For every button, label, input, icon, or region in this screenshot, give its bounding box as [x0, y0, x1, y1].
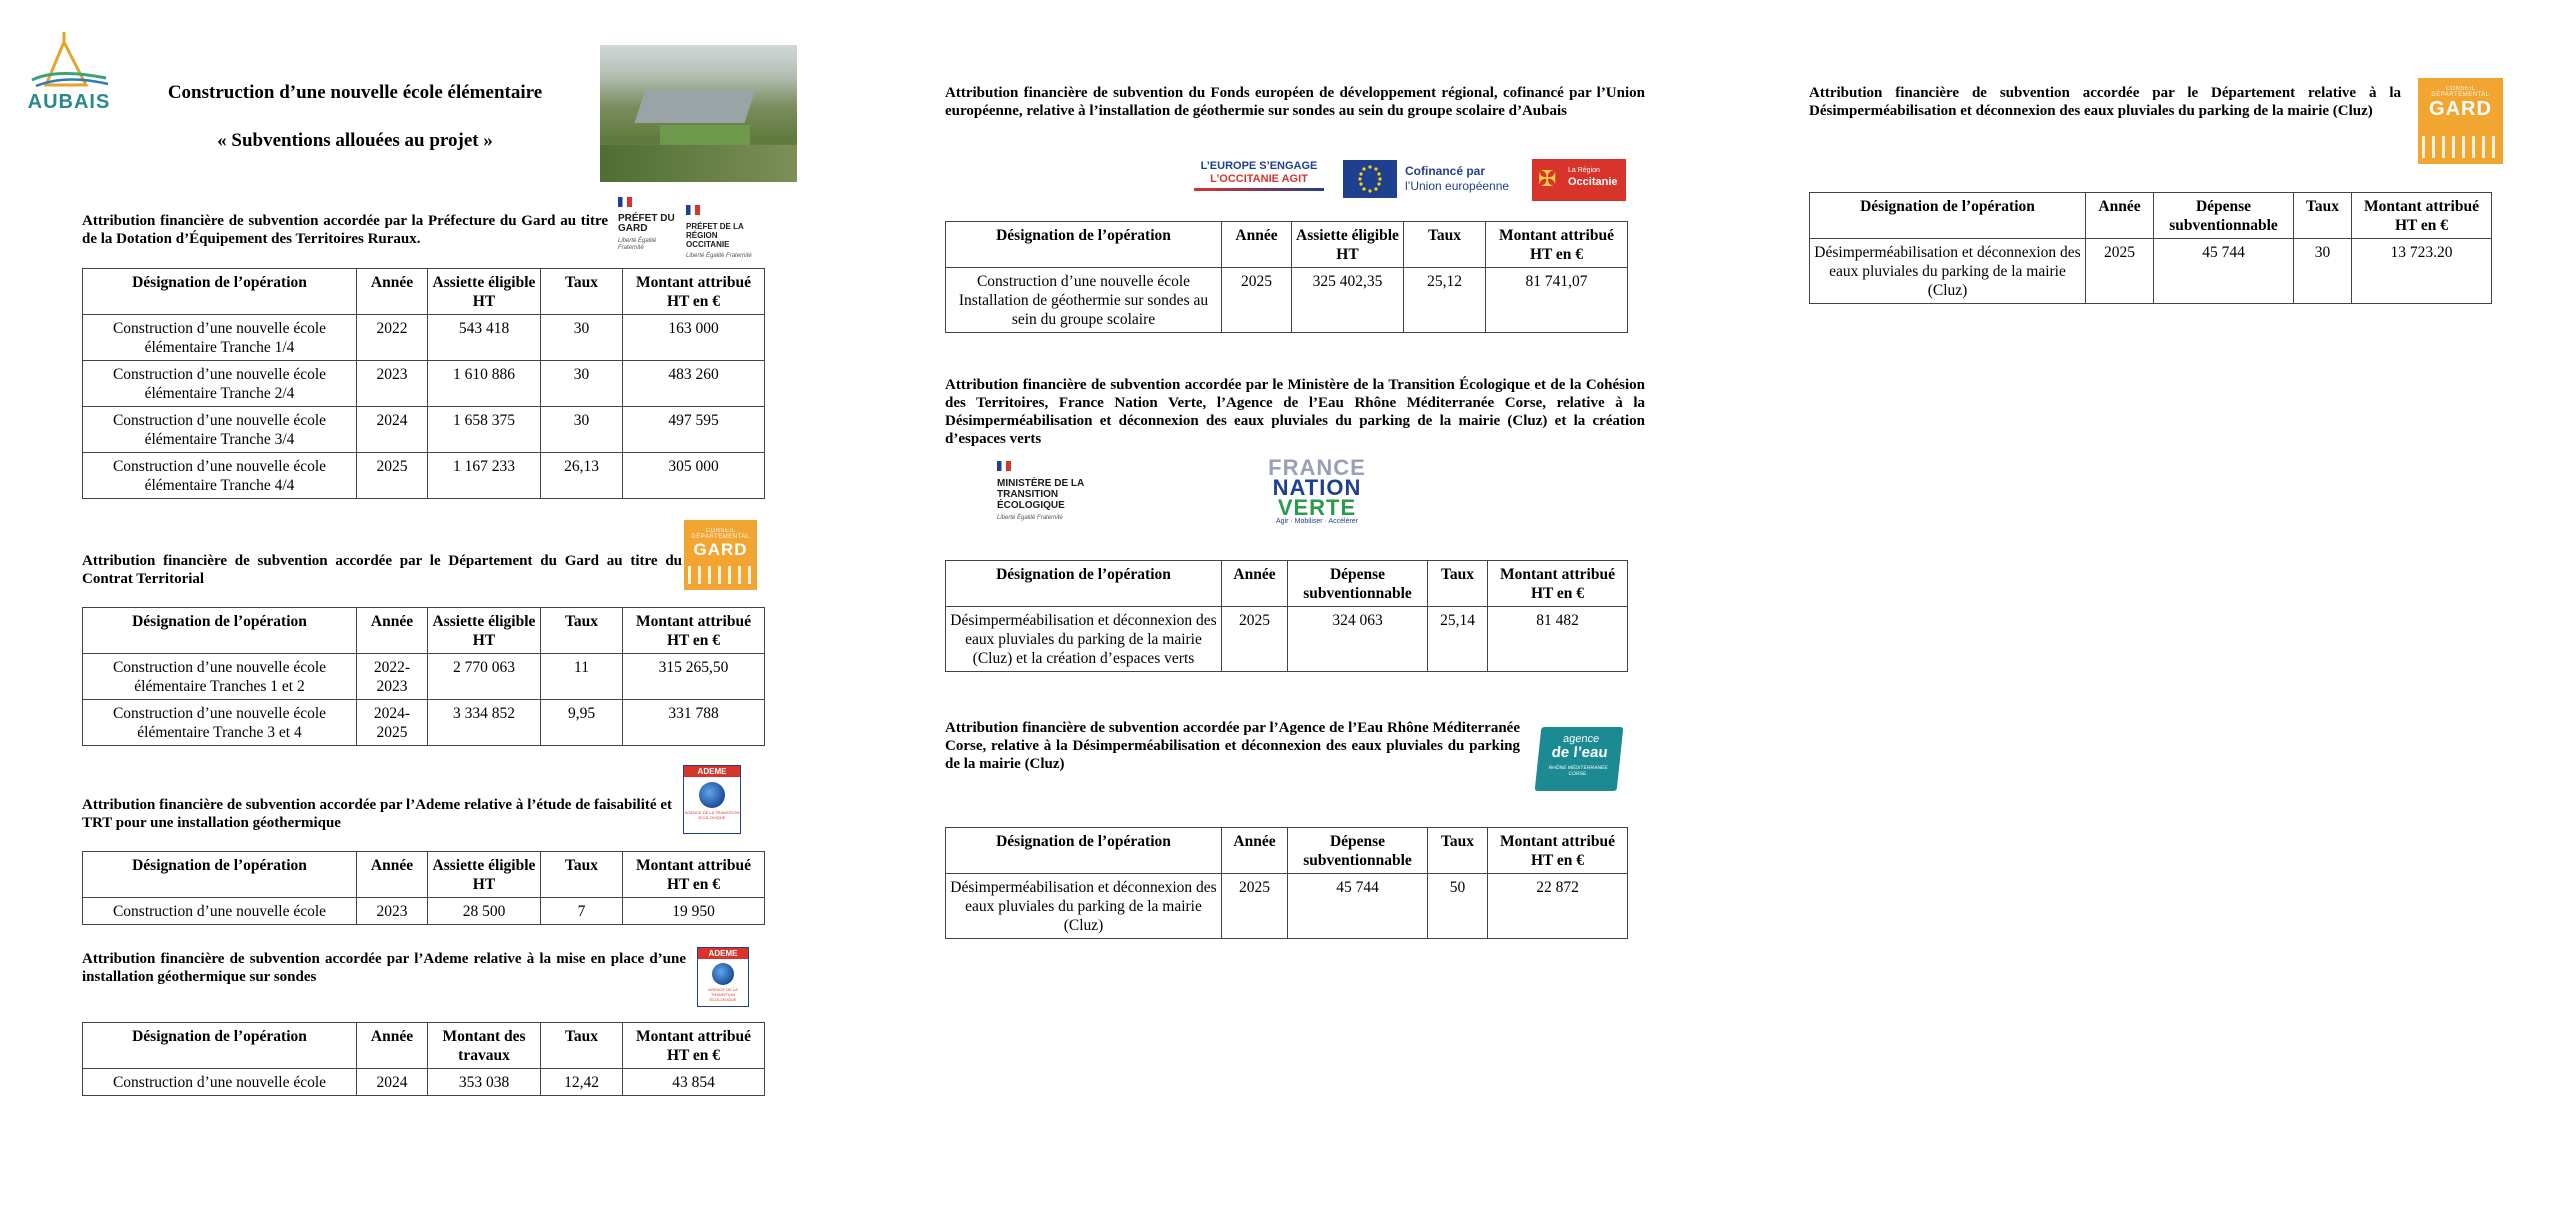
column-header-taux: Taux: [541, 852, 623, 898]
ademe-logo: ADEME AGENCE DE LA TRANSITION ÉCOLOGIQUE: [683, 765, 741, 834]
prefet-gard-logo: PRÉFET DU GARD Liberté Égalité Fraternité: [618, 194, 678, 252]
agence-eau-table: [945, 827, 1628, 939]
table-row: [83, 361, 765, 407]
column-header-taux: Taux: [2294, 193, 2352, 239]
column-header-taux: Taux: [541, 608, 623, 654]
globe-icon: [712, 963, 734, 985]
cell-annee: 2025: [1222, 607, 1288, 672]
column-header-designation: Désignation de l’opération: [946, 222, 1222, 268]
cell-montant: 22 872: [1488, 874, 1628, 939]
cell-taux: 25,14: [1428, 607, 1488, 672]
column-header-montant: Montant attribué HT en €: [623, 269, 765, 315]
column-header-travaux: Montant des travaux: [428, 1023, 541, 1069]
cell-taux: 9,95: [541, 700, 623, 746]
gard-desimp-description: Attribution financière de subvention accordée par le Département relative à la Désimperméabilisation et déconnexion des eaux pluviales du parking de la mairie (Cluz): [1809, 85, 2401, 119]
table-header-row: [83, 269, 765, 315]
table-header-row: [83, 608, 765, 654]
cell-base: 45 744: [1288, 874, 1428, 939]
column-header-annee: Année: [357, 608, 428, 654]
column-header-annee: Année: [1222, 561, 1288, 607]
column-header-depense: Dépense subventionnable: [2154, 193, 2294, 239]
cell-taux: 11: [541, 654, 623, 700]
column-header-montant: Montant attribué HT en €: [623, 1023, 765, 1069]
column-header-montant: Montant attribué HT en €: [1486, 222, 1628, 268]
eu-cofinance-logo: Cofinancé par l’Union européenne: [1343, 158, 1523, 200]
gard-contrat-description: Attribution financière de subvention accordée par le Département du Gard au titre du Contrat Territorial: [82, 553, 682, 587]
fnv-table: [945, 560, 1628, 672]
ademe-etude-table: [82, 851, 765, 925]
cell-montant: 497 595: [623, 407, 765, 453]
cell-montant: 315 265,50: [623, 654, 765, 700]
pont-du-gard-icon: [2422, 136, 2499, 158]
cell-annee: 2025: [2086, 239, 2154, 304]
column-header-annee: Année: [357, 1023, 428, 1069]
cell-designation: Construction d’une nouvelle école élémentaire Tranches 1 et 2: [83, 654, 357, 700]
cell-montant: 163 000: [623, 315, 765, 361]
table-header-row: [1810, 193, 2492, 239]
cell-taux: 26,13: [541, 453, 623, 499]
cell-base: 45 744: [2154, 239, 2294, 304]
column-header-taux: Taux: [1404, 222, 1486, 268]
page-subtitle: « Subventions allouées au projet »: [217, 130, 493, 151]
column-header-designation: Désignation de l’opération: [83, 269, 357, 315]
table-row: [83, 453, 765, 499]
table-row: [83, 700, 765, 746]
table-header-row: [946, 222, 1628, 268]
column-header-taux: Taux: [541, 1023, 623, 1069]
table-row: [83, 654, 765, 700]
cell-annee: 2022: [357, 315, 428, 361]
cell-designation: Désimperméabilisation et déconnexion des eaux pluviales du parking de la mairie (Cluz): [1810, 239, 2086, 304]
table-header-row: [83, 1023, 765, 1069]
column-header-depense: Dépense subventionnable: [1288, 828, 1428, 874]
column-header-annee: Année: [1222, 828, 1288, 874]
region-occitanie-logo: ✠ La Région Occitanie: [1532, 159, 1626, 201]
cell-base: 324 063: [1288, 607, 1428, 672]
cell-annee: 2025: [357, 453, 428, 499]
cell-annee: 2023: [357, 898, 428, 925]
column-header-assiette: Assiette éligible HT: [428, 608, 541, 654]
cell-annee: 2024: [357, 1069, 428, 1096]
column-header-designation: Désignation de l’opération: [83, 1023, 357, 1069]
prefet-occitanie-logo: PRÉFET DE LA RÉGION OCCITANIE Liberté Égalité Fraternité: [686, 202, 756, 260]
cell-base: 1 167 233: [428, 453, 541, 499]
ademe-logo: ADEME AGENCE DE LA TRANSITION ÉCOLOGIQUE: [697, 947, 749, 1007]
column-header-annee: Année: [1222, 222, 1292, 268]
column-header-montant: Montant attribué HT en €: [1488, 561, 1628, 607]
republique-flag-icon: [686, 205, 700, 215]
cell-montant: 13 723.20: [2352, 239, 2492, 304]
column-header-montant: Montant attribué HT en €: [1488, 828, 1628, 874]
cell-montant: 81 741,07: [1486, 268, 1628, 333]
column-header-montant: Montant attribué HT en €: [623, 608, 765, 654]
gard-departement-logo: CONSEIL DÉPARTEMENTAL GARD: [684, 520, 757, 590]
cell-montant: 483 260: [623, 361, 765, 407]
school-aerial-photo: [600, 45, 797, 182]
republique-flag-icon: [618, 197, 632, 207]
cell-taux: 30: [2294, 239, 2352, 304]
column-header-taux: Taux: [541, 269, 623, 315]
gard-departement-logo: CONSEIL DÉPARTEMENTAL GARD: [2418, 78, 2503, 164]
table-row: [83, 407, 765, 453]
cell-designation: Construction d’une nouvelle école Installation de géothermie sur sondes au sein du groupe scolaire: [946, 268, 1222, 333]
cell-montant: 81 482: [1488, 607, 1628, 672]
table-row: [83, 898, 765, 925]
aubais-logo: [26, 30, 112, 114]
column-header-designation: Désignation de l’opération: [1810, 193, 2086, 239]
column-header-annee: Année: [357, 269, 428, 315]
eu-flag-icon: [1343, 160, 1397, 198]
column-header-taux: Taux: [1428, 561, 1488, 607]
cell-base: 2 770 063: [428, 654, 541, 700]
table-row: [946, 268, 1628, 333]
column-header-designation: Désignation de l’opération: [946, 561, 1222, 607]
globe-icon: [699, 782, 725, 808]
cell-montant: 43 854: [623, 1069, 765, 1096]
cell-designation: Construction d’une nouvelle école élémentaire Tranche 1/4: [83, 315, 357, 361]
agence-eau-description: Attribution financière de subvention accordée par l’Agence de l’Eau Rhône Méditerranée Corse, relative à la Désimperméabilisation et déconnexion des eaux pluviales du parking de la mairie (Cluz): [945, 720, 1520, 772]
cell-montant: 331 788: [623, 700, 765, 746]
column-header-assiette: Assiette éligible HT: [428, 852, 541, 898]
detr-description: Attribution financière de subvention accordée par la Préfecture du Gard au titre de la Dotation d’Équipement des Territoires Ruraux.: [82, 213, 608, 247]
cell-designation: Construction d’une nouvelle école élémentaire Tranche 2/4: [83, 361, 357, 407]
cell-annee: 2023: [357, 361, 428, 407]
france-nation-verte-logo: FRANCE NATION VERTE Agir · Mobiliser · Accélérer: [1268, 455, 1366, 525]
cell-base: 353 038: [428, 1069, 541, 1096]
cell-base: 3 334 852: [428, 700, 541, 746]
cell-base: 543 418: [428, 315, 541, 361]
column-header-designation: Désignation de l’opération: [83, 608, 357, 654]
cell-base: 1 610 886: [428, 361, 541, 407]
ministere-transition-logo: MINISTÈRE DE LA TRANSITION ÉCOLOGIQUE Liberté Égalité Fraternité: [997, 458, 1127, 522]
cell-taux: 25,12: [1404, 268, 1486, 333]
cell-annee: 2025: [1222, 874, 1288, 939]
cell-taux: 30: [541, 315, 623, 361]
republique-flag-icon: [997, 461, 1011, 471]
pont-du-gard-icon: [688, 566, 753, 584]
table-row: [83, 1069, 765, 1096]
column-header-annee: Année: [2086, 193, 2154, 239]
table-header-row: [83, 852, 765, 898]
cell-taux: 7: [541, 898, 623, 925]
cell-designation: Construction d’une nouvelle école élémentaire Tranche 3 et 4: [83, 700, 357, 746]
table-header-row: [946, 828, 1628, 874]
cell-base: 1 658 375: [428, 407, 541, 453]
cell-designation: Construction d’une nouvelle école: [83, 1069, 357, 1096]
cell-annee: 2024-2025: [357, 700, 428, 746]
table-row: [83, 315, 765, 361]
fnv-description: Attribution financière de subvention accordée par le Ministère de la Transition Écologique et de la Cohésion des Territoires, France Nation Verte, l’Agence de l’Eau Rhône Méditerranée Corse, relative à la Désimperméabilisation et déconnexion des eaux pluviales du parking de la mairie (Cluz) et la création d’espaces verts: [945, 377, 1645, 447]
feder-table: [945, 221, 1628, 333]
cell-annee: 2024: [357, 407, 428, 453]
ademe-sondes-table: [82, 1022, 765, 1096]
ademe-sondes-description: Attribution financière de subvention accordée par l’Ademe relative à la mise en place d’une installation géothermique sur sondes: [82, 951, 686, 985]
cell-designation: Construction d’une nouvelle école élémentaire Tranche 3/4: [83, 407, 357, 453]
column-header-montant: Montant attribué HT en €: [2352, 193, 2492, 239]
cell-taux: 30: [541, 407, 623, 453]
cell-designation: Désimperméabilisation et déconnexion des eaux pluviales du parking de la mairie (Cluz): [946, 874, 1222, 939]
europe-occitanie-logo: L’EUROPE S’ENGAGE L’OCCITANIE AGIT: [1186, 160, 1332, 202]
cell-designation: Construction d’une nouvelle école élémentaire Tranche 4/4: [83, 453, 357, 499]
column-header-assiette: Assiette éligible HT: [428, 269, 541, 315]
cell-base: 325 402,35: [1292, 268, 1404, 333]
page-title: Construction d’une nouvelle école élémentaire: [167, 82, 543, 103]
cell-taux: 30: [541, 361, 623, 407]
column-header-designation: Désignation de l’opération: [83, 852, 357, 898]
occitan-cross-icon: ✠: [1538, 166, 1557, 191]
column-header-taux: Taux: [1428, 828, 1488, 874]
feder-description: Attribution financière de subvention du Fonds européen de développement régional, cofinancé par l’Union européenne, relative à l’installation de géothermie sur sondes au sein du groupe scolaire d’Aubais: [945, 85, 1645, 119]
aubais-logo-text: AUBAIS: [27, 91, 111, 113]
column-header-designation: Désignation de l’opération: [946, 828, 1222, 874]
agence-eau-logo: agence de l’eau RHÔNE MÉDITERRANÉE CORSE: [1535, 727, 1624, 791]
cell-montant: 305 000: [623, 453, 765, 499]
cell-montant: 19 950: [623, 898, 765, 925]
table-row: [946, 607, 1628, 672]
column-header-assiette: Assiette éligible HT: [1292, 222, 1404, 268]
column-header-montant: Montant attribué HT en €: [623, 852, 765, 898]
table-row: [946, 874, 1628, 939]
column-header-annee: Année: [357, 852, 428, 898]
cell-designation: Désimperméabilisation et déconnexion des eaux pluviales du parking de la mairie (Cluz) et la création d’espaces verts: [946, 607, 1222, 672]
ademe-etude-description: Attribution financière de subvention accordée par l’Ademe relative à l’étude de faisabilité et TRT pour une installation géothermique: [82, 797, 672, 831]
detr-table: [82, 268, 765, 499]
cell-designation: Construction d’une nouvelle école: [83, 898, 357, 925]
cell-base: 28 500: [428, 898, 541, 925]
table-header-row: [946, 561, 1628, 607]
cell-taux: 12,42: [541, 1069, 623, 1096]
column-header-depense: Dépense subventionnable: [1288, 561, 1428, 607]
gard-desimp-table: [1809, 192, 2492, 304]
gard-contrat-table: [82, 607, 765, 746]
aubais-logo-icon: [26, 30, 112, 90]
cell-annee: 2022-2023: [357, 654, 428, 700]
table-row: [1810, 239, 2492, 304]
cell-taux: 50: [1428, 874, 1488, 939]
cell-annee: 2025: [1222, 268, 1292, 333]
